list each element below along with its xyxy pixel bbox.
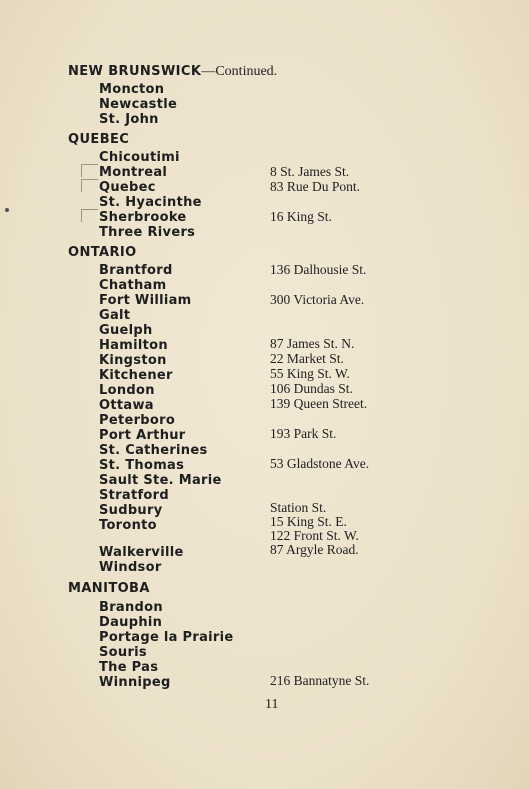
address-ottawa: 139 Queen Street.	[270, 396, 368, 411]
stamp-mark	[81, 179, 98, 192]
city-sudbury: Sudbury	[99, 503, 163, 518]
city-peterboro: Peterboro	[99, 413, 176, 428]
heading-manitoba: MANITOBA	[68, 581, 150, 596]
address-brantford: 136 Dalhousie St.	[270, 262, 367, 277]
city-quebec: Quebec	[99, 180, 156, 195]
city-kingston: Kingston	[99, 353, 167, 368]
city-london: London	[99, 383, 155, 398]
address-sherbrooke: 16 King St.	[270, 209, 332, 224]
city-montreal: Montreal	[99, 165, 168, 180]
city-fort-william: Fort William	[99, 293, 192, 308]
stamp-mark	[81, 164, 98, 177]
city-the-pas: The Pas	[99, 660, 159, 675]
city-brantford: Brantford	[99, 263, 173, 278]
address-kitchener: 55 King St. W.	[270, 366, 350, 381]
address-st-thomas: 53 Gladstone Ave.	[270, 456, 370, 471]
heading-continued-label: —Continued.	[201, 64, 278, 79]
address-quebec: 83 Rue Du Pont.	[270, 179, 361, 194]
page-number: 11	[265, 697, 279, 712]
city-portage-la-prairie: Portage la Prairie	[99, 630, 234, 645]
city-three-rivers: Three Rivers	[99, 225, 196, 240]
address-toronto-1: 15 King St. E.	[270, 514, 347, 529]
heading-quebec: QUEBEC	[68, 132, 130, 147]
stamp-mark	[81, 209, 98, 222]
city-galt: Galt	[99, 308, 131, 323]
city-windsor: Windsor	[99, 560, 162, 575]
city-stratford: Stratford	[99, 488, 169, 503]
city-moncton: Moncton	[99, 82, 165, 97]
address-walkerville: 87 Argyle Road.	[270, 542, 359, 557]
city-guelph: Guelph	[99, 323, 153, 338]
city-ottawa: Ottawa	[99, 398, 154, 413]
address-sudbury: Station St.	[270, 500, 327, 515]
margin-dot	[5, 208, 9, 212]
address-kingston: 22 Market St.	[270, 351, 344, 366]
address-toronto-2: 122 Front St. W.	[270, 528, 359, 543]
city-sherbrooke: Sherbrooke	[99, 210, 187, 225]
city-port-arthur: Port Arthur	[99, 428, 186, 443]
city-souris: Souris	[99, 645, 147, 660]
city-sault-ste-marie: Sault Ste. Marie	[99, 473, 222, 488]
city-st-thomas: St. Thomas	[99, 458, 185, 473]
address-london: 106 Dundas St.	[270, 381, 353, 396]
city-st-john: St. John	[99, 112, 159, 127]
city-winnipeg: Winnipeg	[99, 675, 171, 690]
city-hamilton: Hamilton	[99, 338, 168, 353]
city-newcastle: Newcastle	[99, 97, 178, 112]
city-toronto: Toronto	[99, 518, 157, 533]
city-st-catherines: St. Catherines	[99, 443, 208, 458]
address-port-arthur: 193 Park St.	[270, 426, 337, 441]
address-winnipeg: 216 Bannatyne St.	[270, 673, 370, 688]
city-kitchener: Kitchener	[99, 368, 173, 383]
heading-ontario: ONTARIO	[68, 245, 137, 260]
city-chatham: Chatham	[99, 278, 167, 293]
city-chicoutimi: Chicoutimi	[99, 150, 180, 165]
city-walkerville: Walkerville	[99, 545, 184, 560]
city-st-hyacinthe: St. Hyacinthe	[99, 195, 202, 210]
address-hamilton: 87 James St. N.	[270, 336, 355, 351]
city-dauphin: Dauphin	[99, 615, 163, 630]
heading-new-brunswick	[68, 64, 277, 80]
address-fort-william: 300 Victoria Ave.	[270, 292, 365, 307]
city-brandon: Brandon	[99, 600, 163, 615]
heading-new-brunswick-label: NEW BRUNSWICK	[68, 64, 202, 79]
address-montreal: 8 St. James St.	[270, 164, 350, 179]
